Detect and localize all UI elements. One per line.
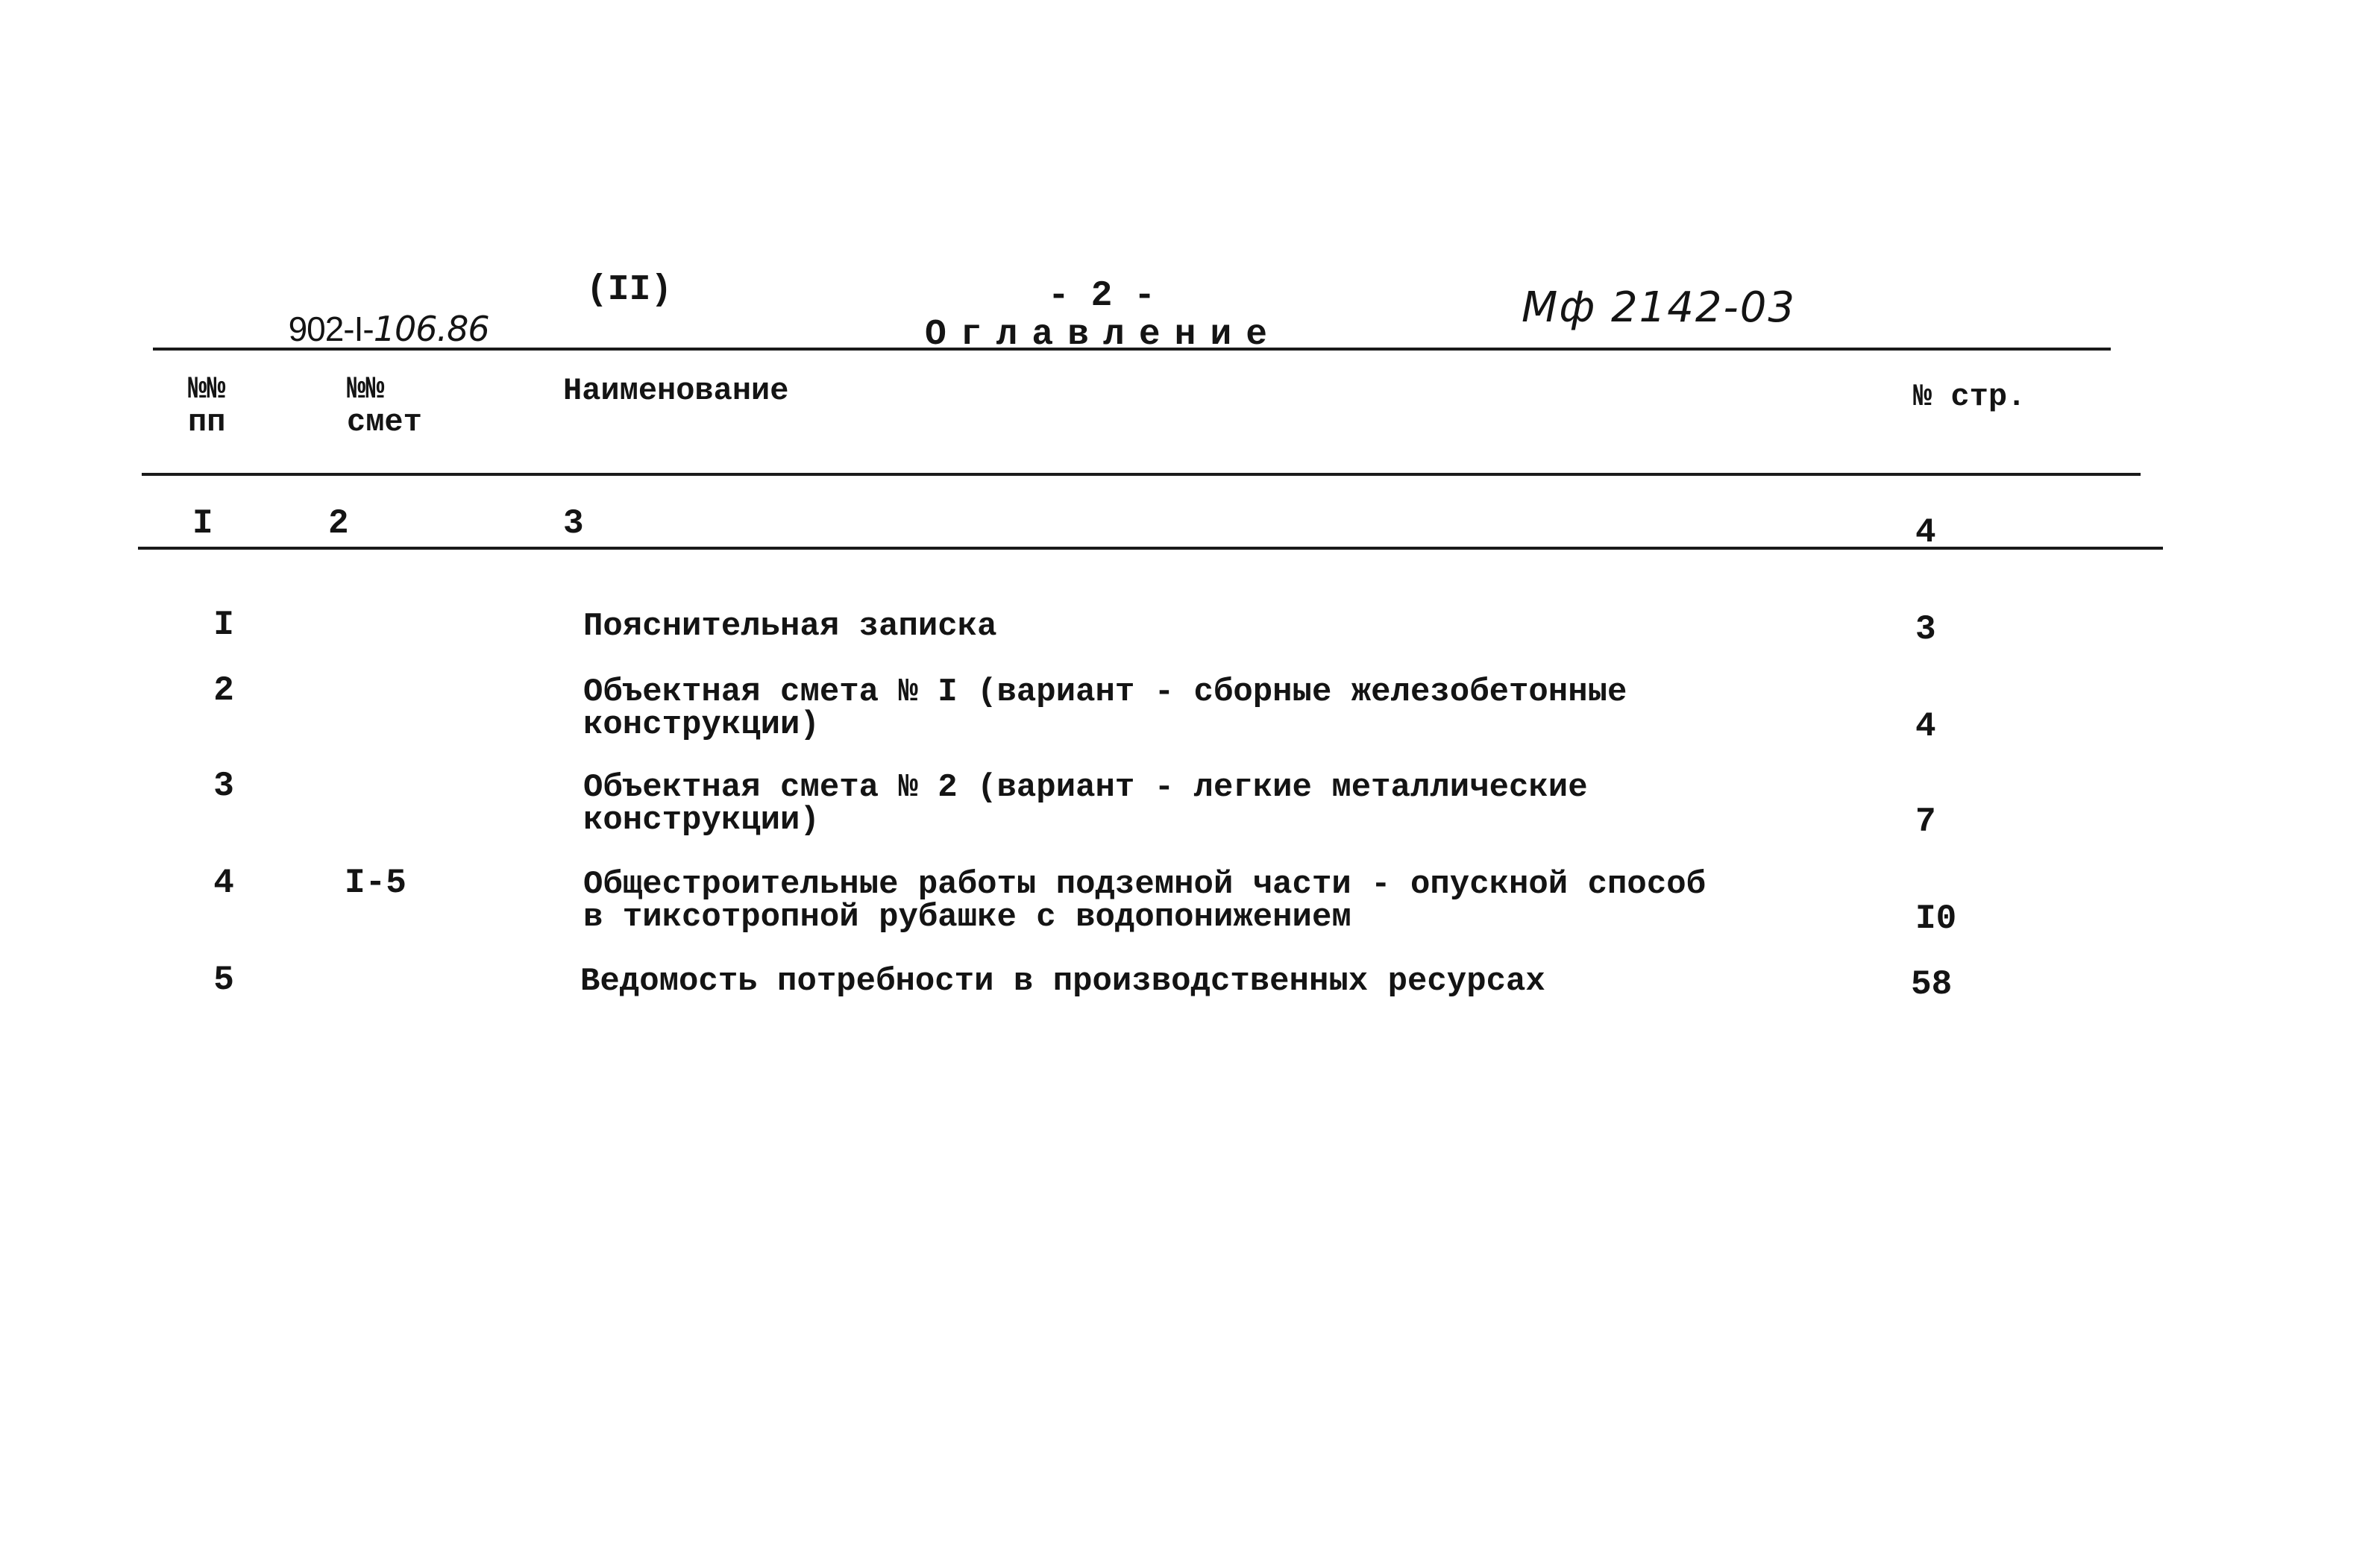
header-smet-line2: смет (347, 404, 422, 440)
column-number-4: 4 (1915, 513, 1936, 552)
header-rule (142, 473, 2141, 476)
row-2-page: 4 (1915, 707, 1936, 746)
row-1-name: Пояснительная записка (583, 608, 997, 645)
column-number-1: I (192, 504, 213, 543)
row-5-page: 58 (1911, 965, 1953, 1004)
document-code-printed: 902-I- (288, 310, 374, 348)
row-3-pp: 3 (213, 767, 234, 805)
row-2-pp: 2 (213, 671, 234, 710)
header-page: № стр. (1913, 379, 2026, 415)
header-smet-line1: №№ (347, 371, 385, 407)
column-number-rule (138, 547, 2163, 550)
header-pp-line2: пп (188, 404, 226, 440)
row-1-page: 3 (1915, 610, 1936, 649)
header-smet (347, 373, 422, 439)
header-name: Наименование (563, 373, 789, 409)
row-5-name: Ведомость потребности в производственных ресурсах (580, 963, 1545, 1000)
row-4-pp: 4 (213, 864, 234, 902)
row-1-pp: I (213, 606, 234, 644)
row-5-pp: 5 (213, 961, 234, 999)
header-pp-line1: №№ (188, 371, 226, 407)
row-4-page: I0 (1915, 899, 1957, 938)
top-rule (153, 348, 2111, 351)
row-4-name: Общестроительные работы подземной части - опускной способ в тиксотропной рубашке с водопонижением (583, 866, 1706, 936)
header-pp (188, 373, 225, 439)
column-number-3: 3 (563, 504, 584, 543)
section-number: (II) (586, 270, 673, 310)
row-3-page: 7 (1915, 803, 1936, 841)
row-3-name: Объектная смета № 2 (вариант - легкие металлические конструкции) (583, 769, 1588, 839)
document-code-handwritten: 106.86 (373, 309, 489, 349)
row-2-name: Объектная смета № I (вариант - сборные железобетонные конструкции) (583, 673, 1627, 744)
handwritten-reference: Мф 2142-03 (1522, 283, 1796, 332)
toc-title: Оглавление (925, 315, 1282, 355)
row-4-smet: I-5 (345, 864, 406, 902)
page-number: - 2 - (1048, 276, 1156, 316)
document-code (271, 268, 489, 349)
column-number-2: 2 (328, 504, 349, 543)
